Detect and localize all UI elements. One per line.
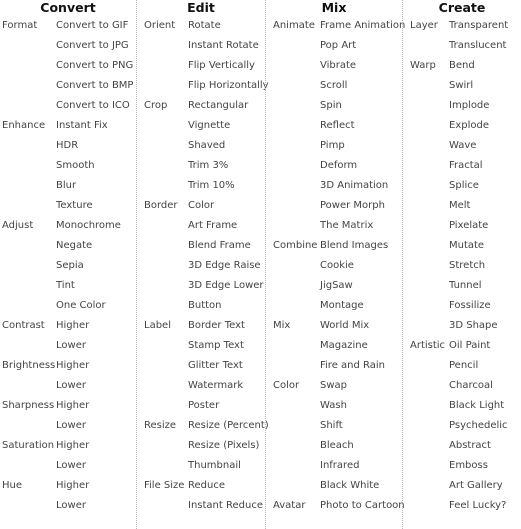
menu-link[interactable]: Blend Frame (188, 240, 251, 251)
menu-link[interactable]: Bleach (320, 440, 354, 451)
menu-link[interactable]: Explode (449, 120, 489, 131)
menu-row (403, 216, 521, 236)
category-label: Contrast (2, 320, 45, 331)
menu-row (137, 56, 265, 76)
column-mix (266, 0, 406, 529)
menu-link[interactable]: Pimp (320, 140, 345, 151)
menu-row (137, 136, 265, 156)
menu-row (403, 76, 521, 96)
column-title: Edit (187, 0, 215, 15)
menu-row (403, 416, 521, 436)
menu-row (0, 256, 136, 276)
menu-row (266, 336, 402, 356)
menu-row (137, 396, 265, 416)
menu-row (0, 396, 136, 416)
menu-link[interactable]: World Mix (320, 320, 370, 331)
menu-row (0, 196, 136, 216)
menu-link[interactable]: Mutate (449, 240, 485, 251)
menu-link[interactable]: Feel Lucky? (449, 500, 507, 511)
menu-link[interactable]: Shift (320, 420, 343, 431)
menu-row (0, 76, 136, 96)
menu-row (137, 216, 265, 236)
menu-link[interactable]: One Color (56, 300, 106, 311)
menu-row (403, 16, 521, 36)
menu-link[interactable]: Resize (Percent) (188, 420, 269, 431)
menu-row (137, 456, 265, 476)
menu-row (137, 316, 265, 336)
menu-row (0, 336, 136, 356)
column-title: Create (438, 0, 486, 15)
menu-link[interactable]: Convert to GIF (56, 20, 129, 31)
menu-link[interactable]: Convert to PNG (56, 60, 134, 71)
menu-link[interactable]: Button (188, 300, 222, 311)
menu-link[interactable]: Bend (449, 60, 475, 71)
menu-row (266, 156, 402, 176)
column-convert (0, 0, 136, 529)
menu-link[interactable]: Convert to BMP (56, 80, 134, 91)
category-label: File Size (144, 480, 185, 491)
menu-row (266, 476, 402, 496)
menu-row (0, 236, 136, 256)
menu-link[interactable]: HDR (56, 140, 79, 151)
menu-row (266, 376, 402, 396)
menu-row (0, 356, 136, 376)
menu-link[interactable]: Transparent (449, 20, 509, 31)
category-label: Crop (144, 100, 168, 111)
menu-link[interactable]: Monochrome (56, 220, 121, 231)
menu-link[interactable]: Watermark (188, 380, 244, 391)
menu-link[interactable]: Color (188, 200, 215, 211)
menu-link[interactable]: Oil Paint (449, 340, 491, 351)
menu-row (403, 236, 521, 256)
menu-link[interactable]: Flip Horizontally (188, 80, 269, 91)
menu-link[interactable]: Texture (56, 200, 93, 211)
menu-row (137, 296, 265, 316)
menu-row (0, 316, 136, 336)
category-label: Brightness (2, 360, 56, 371)
menu-row (266, 256, 402, 276)
menu-link[interactable]: Vibrate (320, 60, 357, 71)
menu-row (403, 376, 521, 396)
menu-row (0, 216, 136, 236)
menu-row (266, 116, 402, 136)
menu-row (403, 336, 521, 356)
menu-link[interactable]: Swap (320, 380, 348, 391)
category-label: Orient (144, 20, 176, 31)
menu-row (0, 436, 136, 456)
menu-link[interactable]: Higher (56, 480, 90, 491)
category-label: Resize (144, 420, 177, 431)
category-label: Layer (410, 20, 438, 31)
menu-link[interactable]: Sepia (56, 260, 84, 271)
menu-row (0, 16, 136, 36)
menu-link[interactable]: Charcoal (449, 380, 493, 391)
menu-link[interactable]: Abstract (449, 440, 491, 451)
menu-link[interactable]: Shaved (188, 140, 226, 151)
menu-row (266, 436, 402, 456)
menu-link[interactable]: Deform (320, 160, 358, 171)
column-edit (137, 0, 269, 529)
menu-row (137, 416, 269, 436)
category-label: Warp (410, 60, 436, 71)
menu-link[interactable]: Scroll (320, 80, 348, 91)
menu-link[interactable]: Higher (56, 320, 90, 331)
menu-row (137, 476, 265, 496)
menu-link[interactable]: Montage (320, 300, 364, 311)
menu-link[interactable]: Pencil (449, 360, 479, 371)
menu-link[interactable]: Trim 3% (188, 160, 229, 171)
menu-row (266, 416, 402, 436)
menu-row (403, 176, 521, 196)
menu-link[interactable]: 3D Edge Raise (188, 260, 261, 271)
menu-link[interactable]: Convert to ICO (56, 100, 130, 111)
menu-row (0, 416, 136, 436)
category-label: Border (144, 200, 178, 211)
menu-link[interactable]: Pixelate (449, 220, 489, 231)
menu-link[interactable]: Reduce (188, 480, 225, 491)
menu-row (266, 216, 402, 236)
category-label: Hue (2, 480, 23, 491)
menu-row (266, 36, 402, 56)
menu-row (266, 296, 402, 316)
menu-row (266, 56, 402, 76)
menu-link[interactable]: Power Morph (320, 200, 385, 211)
menu-link[interactable]: Blur (56, 180, 77, 191)
category-label: Enhance (2, 120, 46, 131)
menu-link[interactable]: Rectangular (188, 100, 249, 111)
menu-link[interactable]: Wave (449, 140, 477, 151)
category-label: Combine (273, 240, 318, 251)
menu-row (266, 356, 402, 376)
menu-link[interactable]: Negate (56, 240, 93, 251)
menu-link[interactable]: Psychedelic (449, 420, 508, 431)
menu-row (137, 356, 265, 376)
category-label: Format (2, 20, 38, 31)
menu-row (403, 36, 521, 56)
menu-row (266, 196, 402, 216)
menu-row (266, 236, 402, 256)
menu-link[interactable]: Cookie (320, 260, 354, 271)
menu-row (403, 356, 521, 376)
menu-link[interactable]: Emboss (449, 460, 488, 471)
menu-link[interactable]: Fire and Rain (320, 360, 385, 371)
menu-row (0, 456, 136, 476)
category-label: Adjust (2, 220, 34, 231)
menu-link[interactable]: Art Gallery (449, 480, 503, 491)
category-label: Sharpness (2, 400, 55, 411)
column-create (403, 0, 521, 529)
menu-row (266, 96, 402, 116)
menu-row (403, 316, 521, 336)
menu-row (137, 16, 265, 36)
menu-row (137, 96, 265, 116)
menu-link[interactable]: Implode (449, 100, 490, 111)
menu-link[interactable]: Instant Reduce (188, 500, 263, 511)
category-label: Saturation (2, 440, 55, 451)
menu-row (0, 56, 136, 76)
menu-link[interactable]: Glitter Text (188, 360, 243, 371)
category-label: Color (273, 380, 300, 391)
menu-link[interactable]: Photo to Cartoon (320, 500, 405, 511)
menu-link[interactable]: Instant Rotate (188, 40, 259, 51)
menu-row (137, 76, 269, 96)
menu-link[interactable]: Lower (56, 380, 86, 391)
menu-link[interactable]: Tunnel (449, 280, 482, 291)
menu-row (403, 256, 521, 276)
category-label: Label (144, 320, 171, 331)
menu-link[interactable]: Stamp Text (188, 340, 244, 351)
menu-row (137, 436, 265, 456)
menu-row (0, 156, 136, 176)
menu-row (137, 256, 265, 276)
menu-row (0, 176, 136, 196)
menu-row (266, 16, 406, 36)
menu-row (137, 496, 265, 516)
menu-link[interactable]: Lower (56, 340, 86, 351)
menu-link[interactable]: Thumbnail (188, 460, 241, 471)
category-label: Artistic (410, 340, 446, 351)
menu-row (403, 136, 521, 156)
menu-link[interactable]: Blend Images (320, 240, 389, 251)
menu-link[interactable]: Trim 10% (188, 180, 235, 191)
menu-row (137, 376, 265, 396)
column-title: Convert (40, 0, 96, 15)
menu-row (266, 276, 402, 296)
menu-link[interactable]: Reflect (320, 120, 355, 131)
menu-link[interactable]: 3D Animation (320, 180, 389, 191)
menu-link[interactable]: The Matrix (320, 220, 374, 231)
menu-link[interactable]: Art Frame (188, 220, 238, 231)
menu-row (137, 116, 265, 136)
menu-link[interactable]: Higher (56, 400, 90, 411)
menu-link[interactable]: Resize (Pixels) (188, 440, 260, 451)
menu-link[interactable]: Frame Animation (320, 20, 406, 31)
menu-link[interactable]: Instant Fix (56, 120, 108, 131)
menu-link[interactable]: Fractal (449, 160, 483, 171)
menu-link[interactable]: Tint (56, 280, 75, 291)
category-label: Animate (273, 20, 315, 31)
menu-link[interactable]: Lower (56, 500, 86, 511)
category-label: Mix (273, 320, 291, 331)
menu-row (403, 296, 521, 316)
menu-link[interactable]: Vignette (188, 120, 231, 131)
menu-link[interactable]: Spin (320, 100, 342, 111)
menu-row (403, 96, 521, 116)
menu-row (403, 496, 521, 516)
menu-link[interactable]: Lower (56, 420, 86, 431)
menu-link[interactable]: Splice (449, 180, 479, 191)
menu-link[interactable]: Black Light (449, 400, 505, 411)
menu-row (403, 56, 521, 76)
menu-link[interactable]: Magazine (320, 340, 368, 351)
menu-link[interactable]: JigSaw (320, 280, 353, 291)
menu-link[interactable]: Lower (56, 460, 86, 471)
menu-row (0, 36, 136, 56)
menu-link[interactable]: Translucent (449, 40, 507, 51)
menu-link[interactable]: Pop Art (320, 40, 357, 51)
menu-row (137, 156, 265, 176)
menu-link[interactable]: 3D Shape (449, 320, 498, 331)
menu-row (0, 116, 136, 136)
menu-link[interactable]: Swirl (449, 80, 474, 91)
column-title: Mix (321, 0, 347, 15)
menu-link[interactable]: Rotate (188, 20, 221, 31)
menu-row (137, 276, 265, 296)
menu-link[interactable]: Higher (56, 440, 90, 451)
menu-link[interactable]: Poster (188, 400, 220, 411)
menu-row (403, 476, 521, 496)
menu-row (266, 396, 402, 416)
menu-row (266, 176, 402, 196)
menu-link[interactable]: Stretch (449, 260, 486, 271)
menu-row (266, 496, 405, 516)
menu-link[interactable]: Smooth (56, 160, 95, 171)
menu-row (403, 456, 521, 476)
menu-row (137, 196, 265, 216)
menu-row (0, 376, 136, 396)
menu-row (0, 476, 136, 496)
menu-row (0, 496, 136, 516)
menu-link[interactable]: Fossilize (449, 300, 491, 311)
menu-link[interactable]: Higher (56, 360, 90, 371)
menu-row (266, 316, 402, 336)
menu-link[interactable]: Flip Vertically (188, 60, 255, 71)
menu-link[interactable]: Black White (320, 480, 380, 491)
menu-row (403, 396, 521, 416)
menu-link[interactable]: Convert to JPG (56, 40, 129, 51)
menu-row (403, 156, 521, 176)
menu-link[interactable]: 3D Edge Lower (188, 280, 264, 291)
menu-row (137, 336, 265, 356)
menu-row (403, 436, 521, 456)
menu-row (266, 136, 402, 156)
menu-link[interactable]: Infrared (320, 460, 360, 471)
menu-link[interactable]: Wash (320, 400, 347, 411)
menu-row (403, 116, 521, 136)
menu-row (403, 196, 521, 216)
category-label: Avatar (273, 500, 306, 511)
menu-row (403, 276, 521, 296)
menu-row (137, 236, 265, 256)
menu-row (0, 276, 136, 296)
menu-row (0, 296, 136, 316)
menu-row (266, 76, 402, 96)
menu-row (0, 96, 136, 116)
menu-row (266, 456, 402, 476)
menu-row (137, 36, 265, 56)
menu-link[interactable]: Border Text (188, 320, 245, 331)
menu-row (137, 176, 265, 196)
menu-link[interactable]: Melt (449, 200, 471, 211)
menu-row (0, 136, 136, 156)
